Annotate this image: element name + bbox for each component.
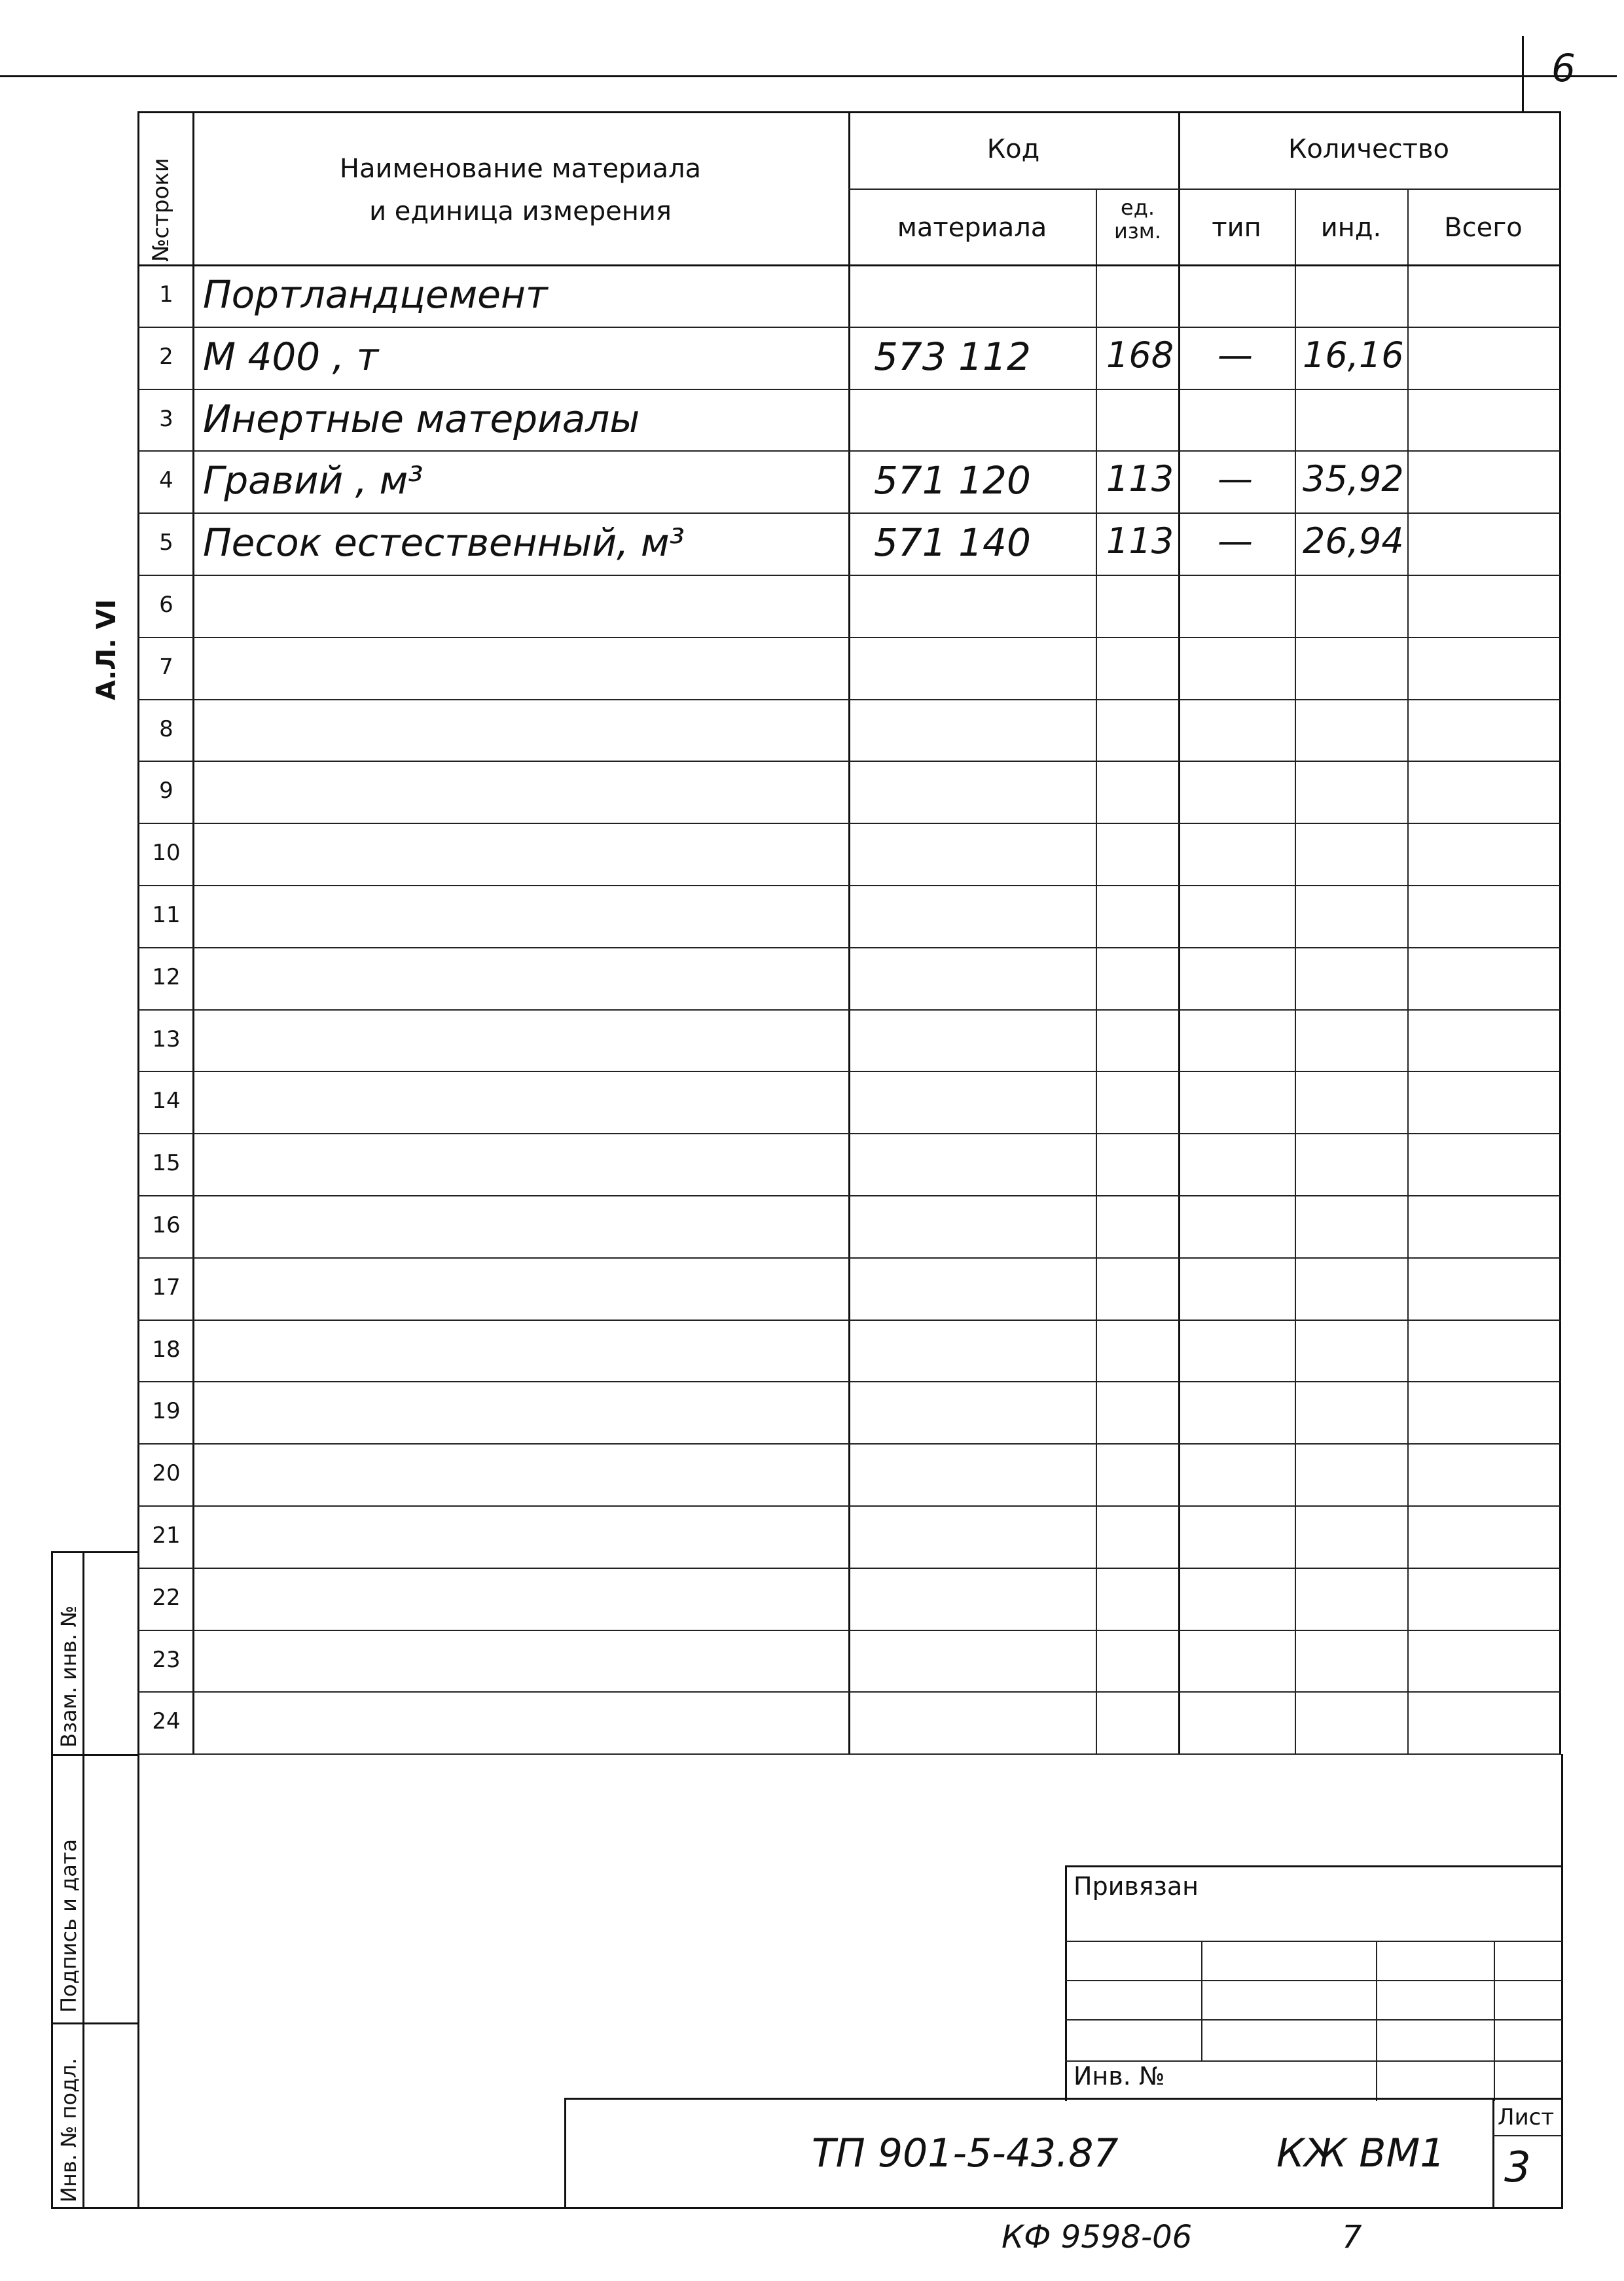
row-line (137, 1568, 1561, 1569)
header-top (137, 111, 1561, 113)
title-block-top (1065, 1865, 1562, 1867)
table-left-border (137, 111, 139, 1754)
tb-col-2 (1376, 1941, 1377, 2101)
row-line (137, 327, 1561, 328)
row-line (137, 1753, 1561, 1755)
sheet-label-line (1492, 2135, 1561, 2136)
row-type: — (1218, 334, 1253, 376)
sheet-divider (1492, 2098, 1494, 2209)
row-number: 18 (152, 1337, 181, 1363)
stamp-line-2 (51, 1754, 139, 1756)
row-line (137, 1630, 1561, 1631)
frame-right (1561, 1754, 1563, 2209)
row-line (137, 1133, 1561, 1134)
row-number: 8 (159, 716, 173, 742)
row-number: 14 (152, 1088, 181, 1114)
privyazan-label: Привязан (1074, 1872, 1199, 1901)
row-number: 19 (152, 1398, 181, 1424)
row-name: Инертные материалы (203, 397, 640, 441)
row-line (137, 1443, 1561, 1445)
row-unit: 168 (1106, 334, 1174, 376)
row-code: 571 120 (874, 458, 1031, 503)
header-type: тип (1212, 213, 1261, 243)
header-code: Код (986, 134, 1040, 164)
row-number: 24 (152, 1708, 181, 1734)
row-number: 16 (152, 1212, 181, 1238)
page-number-divider (1522, 36, 1524, 111)
row-number: 17 (152, 1274, 181, 1301)
footer-code: КФ 9598-06 (1001, 2219, 1193, 2255)
row-line (137, 575, 1561, 576)
code-divider (1096, 190, 1097, 1754)
row-ind: 26,94 (1303, 520, 1404, 562)
side-label: А.Л. VI (92, 599, 122, 700)
row-line (137, 637, 1561, 638)
tb-col-1 (1201, 1941, 1202, 2060)
row-line (137, 1009, 1561, 1011)
row-number: 1 (159, 281, 173, 308)
row-ind: 16,16 (1303, 334, 1404, 376)
inv-no-label: Инв. № (1074, 2062, 1165, 2091)
designation-top (564, 2098, 1562, 2100)
row-unit: 113 (1106, 520, 1174, 562)
name-divider (848, 111, 850, 1754)
header-total: Всего (1444, 213, 1523, 243)
row-line (137, 699, 1561, 700)
type-divider (1295, 190, 1296, 1754)
quantity-divider (1178, 111, 1180, 1754)
row-number: 2 (159, 344, 173, 370)
row-line (137, 1691, 1561, 1693)
row-line (137, 450, 1561, 452)
top-border (0, 75, 1617, 77)
header-name-line2: и единица измерения (369, 196, 672, 226)
row-code: 573 112 (874, 334, 1031, 379)
row-number: 6 (159, 592, 173, 618)
row-line (137, 885, 1561, 886)
row-line (137, 823, 1561, 824)
designation-left (564, 2098, 566, 2209)
row-unit: 113 (1106, 458, 1174, 499)
header-material: материала (897, 213, 1047, 243)
row-name: Гравий , м³ (203, 458, 424, 503)
row-type: — (1218, 520, 1253, 562)
mark: КЖ ВМ1 (1276, 2130, 1445, 2176)
row-code: 571 140 (874, 520, 1031, 565)
row-line (137, 761, 1561, 762)
header-mid (848, 189, 1561, 190)
tb-line-3 (1065, 2019, 1562, 2021)
row-number: 13 (152, 1026, 181, 1052)
title-block-left (1065, 1865, 1067, 2101)
header-row-no: №строки (148, 158, 174, 262)
row-type: — (1218, 458, 1253, 499)
stamp-line-3 (51, 2022, 139, 2024)
tb-line-1 (1065, 1941, 1562, 1942)
ind-divider (1407, 190, 1409, 1754)
header-unit-line2: изм. (1113, 219, 1162, 243)
footer-number: 7 (1342, 2219, 1362, 2255)
stamp-left-border (51, 1551, 53, 2209)
stamp-signature: Подпись и дата (56, 1839, 81, 2013)
row-number: 7 (159, 654, 173, 680)
row-line (137, 1071, 1561, 1072)
row-name: Портландцемент (203, 272, 548, 317)
table-right-border (1559, 111, 1561, 1754)
row-line (137, 512, 1561, 514)
rownum-divider (192, 111, 194, 1754)
row-line (137, 1320, 1561, 1321)
row-number: 5 (159, 530, 173, 556)
row-name: М 400 , т (203, 334, 379, 379)
row-number: 12 (152, 964, 181, 990)
row-number: 15 (152, 1150, 181, 1176)
tb-col-3 (1494, 1941, 1495, 2101)
stamp-mid (82, 1551, 84, 2209)
row-ind: 35,92 (1303, 458, 1404, 499)
row-number: 23 (152, 1647, 181, 1673)
row-number: 20 (152, 1460, 181, 1486)
row-number: 9 (159, 778, 173, 804)
header-name-line1: Наименование материала (339, 154, 702, 184)
frame-bottom (51, 2207, 1563, 2209)
row-number: 3 (159, 406, 173, 432)
header-bottom (137, 264, 1561, 266)
frame-left (137, 1754, 139, 2209)
stamp-line-1 (51, 1551, 139, 1553)
row-number: 21 (152, 1522, 181, 1549)
sheet-number: 3 (1504, 2144, 1531, 2192)
stamp-inv-podl: Инв. № подл. (56, 2058, 81, 2202)
row-number: 11 (152, 902, 181, 928)
tb-line-2 (1065, 1980, 1562, 1981)
row-line (137, 1195, 1561, 1196)
header-ind: инд. (1320, 213, 1382, 243)
row-number: 10 (152, 840, 181, 866)
header-quantity: Количество (1288, 134, 1449, 164)
row-number: 4 (159, 467, 173, 494)
header-unit-line1: ед. (1121, 195, 1155, 220)
page-number: 6 (1551, 46, 1576, 90)
row-line (137, 1257, 1561, 1259)
row-name: Песок естественный, м³ (203, 520, 685, 565)
row-line (137, 947, 1561, 948)
stamp-vzam: Взам. инв. № (56, 1605, 81, 1748)
row-number: 22 (152, 1585, 181, 1611)
row-line (137, 1505, 1561, 1507)
designation: ТП 901-5-43.87 (812, 2130, 1119, 2176)
row-line (137, 1381, 1561, 1382)
sheet-label: Лист (1498, 2104, 1555, 2130)
row-line (137, 389, 1561, 390)
